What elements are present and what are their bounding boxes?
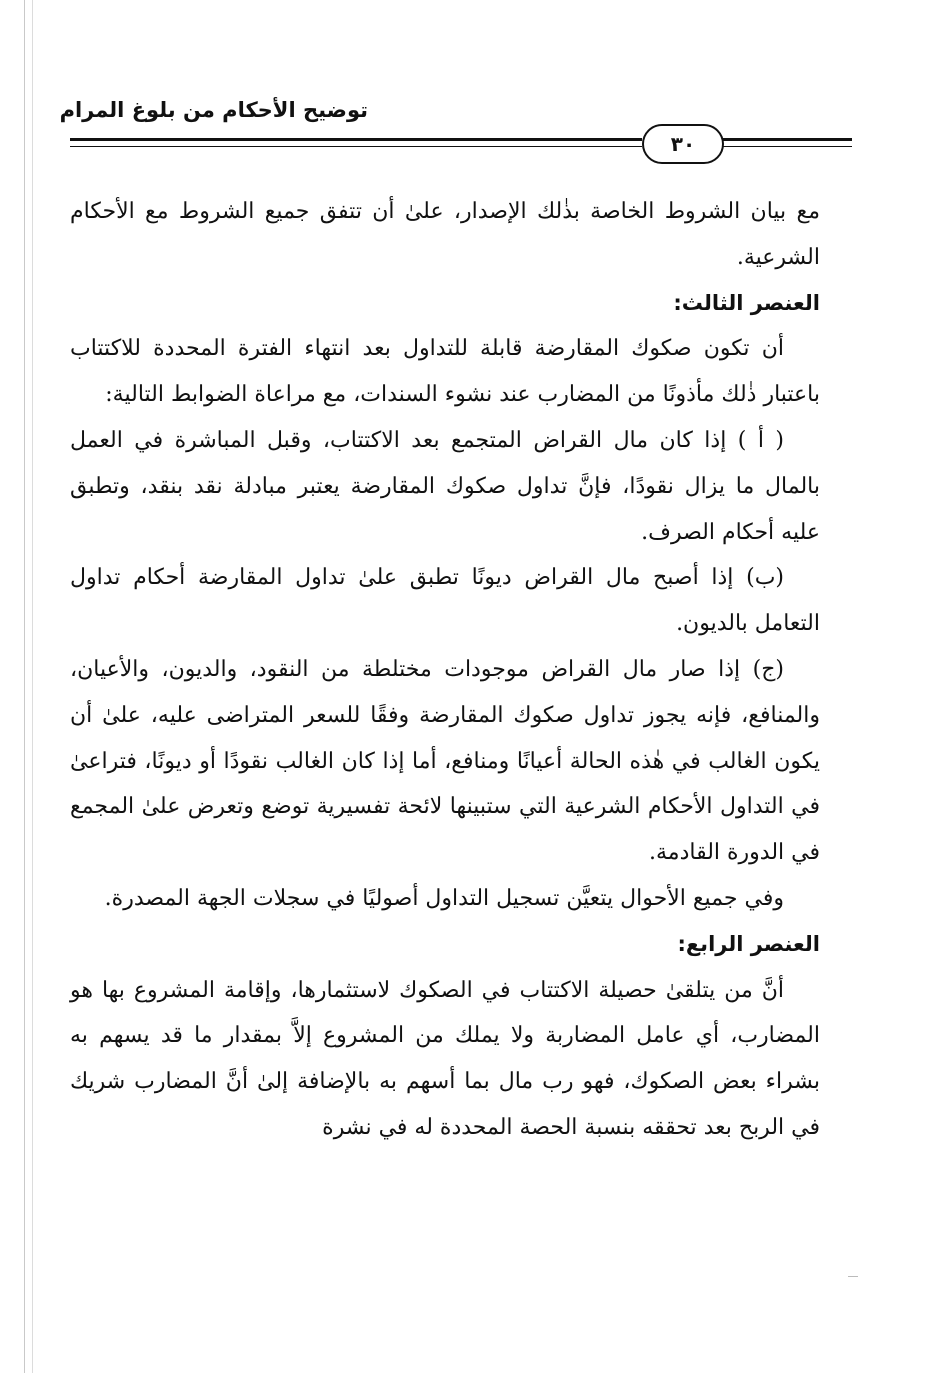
section-heading: العنصر الثالث: <box>673 290 820 315</box>
paragraph: مع بيان الشروط الخاصة بذٰلك الإصدار، علىٰ أن تتفق جميع الشروط مع الأحكام الشرعية. <box>70 199 820 270</box>
section-heading: العنصر الرابع: <box>677 931 820 956</box>
scan-mark <box>848 1276 858 1277</box>
header-rule-left <box>70 138 642 147</box>
paragraph: (ج) إذا صار مال القراض موجودات مختلطة من النقود، والديون، والأعيان، والمنافع، فإنه يجوز تداول صكوك المقارضة وفقًا للسعر المتراضى عليه، علىٰ أن يكون الغالب في هٰذه الحالة أعيانًا ومنافع، أما إذا كان الغالب نقودًا أو ديونًا، فتراعىٰ في التداول الأحكام الشرعية التي ستبينها لائحة تفسيرية توضع وتعرض علىٰ المجمع في الدورة القادمة. <box>70 656 820 866</box>
header-rule-right <box>722 138 852 147</box>
running-title: توضيح الأحكام من بلوغ المرام <box>59 98 368 122</box>
paragraph: ( أ ) إذا كان مال القراض المتجمع بعد الاكتتاب، وقبل المباشرة في العمل بالمال ما يزال نقودًا، فإنَّ تداول صكوك المقارضة يعتبر مبادلة نقد بنقد، وتطبق عليه أحكام الصرف. <box>70 427 820 545</box>
binding-edge-line <box>24 0 25 1373</box>
binding-edge-line <box>32 0 33 1373</box>
paragraph: أنَّ من يتلقىٰ حصيلة الاكتتاب في الصكوك لاستثمارها، وإقامة المشروع بها هو المضارب، أي عامل المضاربة ولا يملك من المشروع إلاَّ بمقدار ما قد يسهم به بشراء بعض الصكوك، فهو رب مال بما أسهم به بالإضافة إلىٰ أنَّ المضارب شريك في الربح بعد تحققه بنسبة الحصة المحددة له في نشرة <box>70 977 820 1140</box>
paragraph: (ب) إذا أصبح مال القراض ديونًا تطبق علىٰ تداول المقارضة أحكام تداول التعامل بالديون. <box>70 565 820 637</box>
page-number: ٣٠ <box>642 124 724 164</box>
body-text <box>70 189 820 1151</box>
paragraph: أن تكون صكوك المقارضة قابلة للتداول بعد انتهاء الفترة المحددة للاكتتاب باعتبار ذٰلك مأذونًا من المضارب عند نشوء السندات، مع مراعاة الضوابط التالية: <box>70 336 820 408</box>
paragraph: وفي جميع الأحوال يتعيَّن تسجيل التداول أصوليًا في سجلات الجهة المصدرة. <box>104 885 784 911</box>
